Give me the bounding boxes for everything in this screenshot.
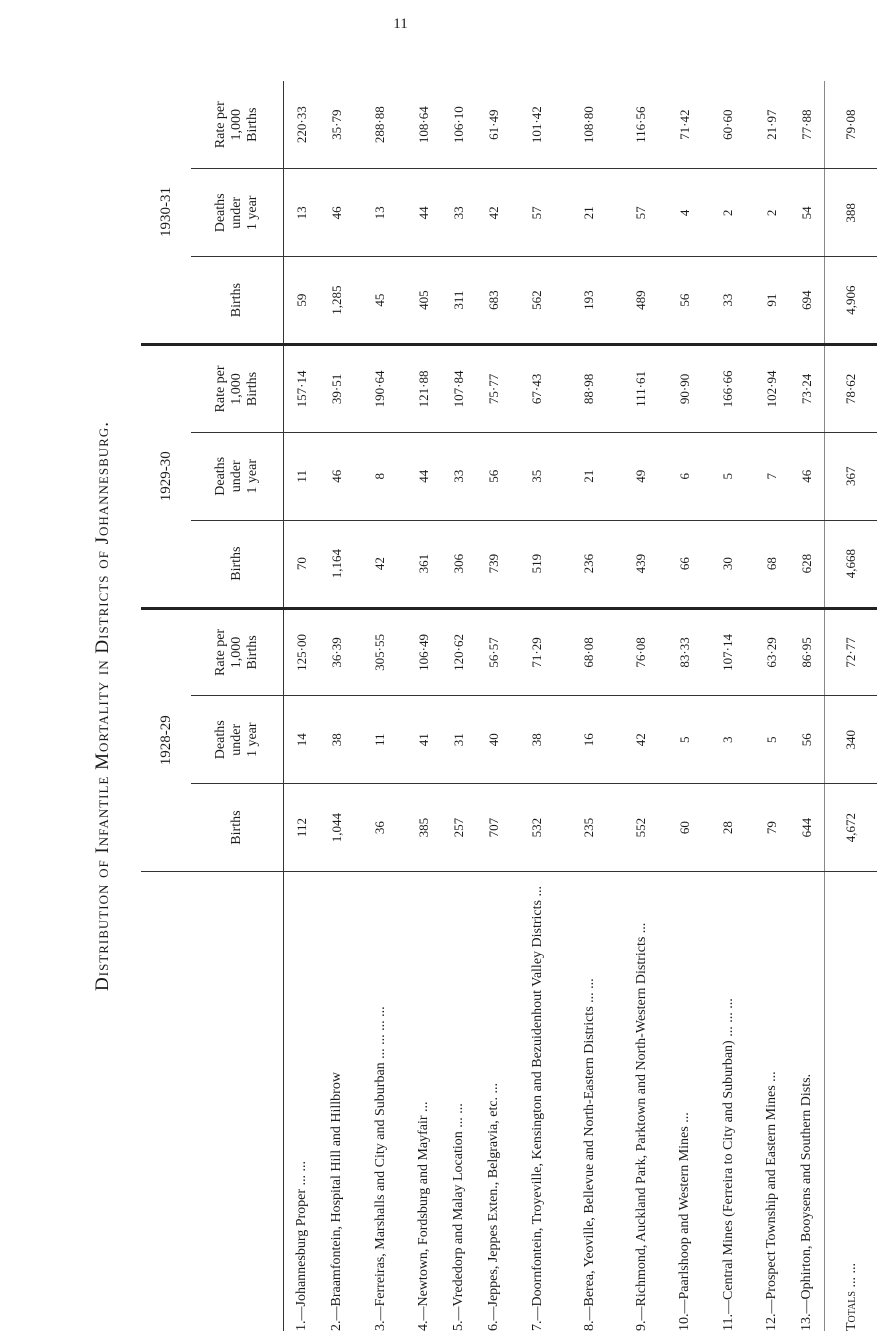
value-cell: 3 (702, 696, 754, 784)
value-cell: 38 (319, 696, 354, 784)
value-cell: 1,044 (319, 784, 354, 872)
table-row (754, 81, 789, 1331)
total-value-cell: 4,668 (825, 520, 877, 608)
district-column-header (191, 871, 284, 1331)
header-line: Births (245, 635, 260, 670)
value-cell: 16 (563, 696, 615, 784)
value-cell: 7 (754, 432, 789, 520)
header-line: Rate per (213, 365, 228, 413)
value-cell: 2 (702, 169, 754, 257)
value-cell: 79 (754, 784, 789, 872)
value-cell: 57 (511, 169, 563, 257)
value-cell: 157·14 (284, 345, 320, 433)
header-line: Rate per (213, 101, 228, 149)
value-cell: 439 (615, 520, 667, 608)
value-cell: 14 (284, 696, 320, 784)
table-row (511, 81, 563, 1331)
district-name: 7.—Doornfontein, Troyeville, Kensington and Bezuidenhout Valley Districts ... (529, 886, 545, 1331)
value-cell: 532 (511, 784, 563, 872)
value-cell: 44 (406, 432, 441, 520)
value-cell: 683 (476, 257, 511, 345)
district-name: 9.—Richmond, Auckland Park, Parktown and North-Western Districts ... (633, 922, 649, 1331)
header-line: 1,000 (229, 636, 244, 669)
title-prefix: Distribution of (92, 859, 113, 991)
district-name: 2.—Braamfontein, Hospital Hill and Hillbrow (329, 1072, 344, 1331)
value-cell: 120·62 (441, 608, 476, 696)
rotated-table-region (79, 81, 859, 1331)
page-title (79, 81, 127, 1331)
value-cell: 56 (667, 257, 702, 345)
value-cell: 35·79 (319, 81, 354, 169)
page-number: 11 (393, 16, 408, 32)
value-cell: 39·51 (319, 345, 354, 433)
district-name: 8.—Berea, Yeoville, Bellevue and North-Eastern Districts ... ... (581, 978, 597, 1331)
title-main: Infantile Mortality in Districts of Johannesburg. (92, 421, 113, 854)
header-line: under (229, 460, 244, 493)
totals-row (825, 81, 877, 1331)
value-cell: 116·56 (615, 81, 667, 169)
totals-dots: ... ... (843, 1263, 859, 1288)
value-cell: 306 (441, 520, 476, 608)
value-cell: 2 (754, 169, 789, 257)
value-cell: 644 (789, 784, 825, 872)
value-cell: 63·29 (754, 608, 789, 696)
header-line: Births (245, 107, 260, 142)
value-cell: 6 (667, 432, 702, 520)
rate-column-header (191, 345, 284, 433)
deaths-column-header (191, 432, 284, 520)
value-cell: 30 (702, 520, 754, 608)
total-value-cell: 79·08 (825, 81, 877, 169)
value-cell: 385 (406, 784, 441, 872)
value-cell: 101·42 (511, 81, 563, 169)
value-cell: 21 (563, 169, 615, 257)
value-cell: 220·33 (284, 81, 320, 169)
district-name: 5.—Vrededorp and Malay Location ... ... (451, 1103, 466, 1331)
header-line: Deaths (213, 193, 228, 233)
value-cell: 71·42 (667, 81, 702, 169)
value-cell: 44 (406, 169, 441, 257)
value-cell: 235 (563, 784, 615, 872)
value-cell: 83·33 (667, 608, 702, 696)
value-cell: 552 (615, 784, 667, 872)
value-cell: 11 (284, 432, 320, 520)
value-cell: 102·94 (754, 345, 789, 433)
value-cell: 54 (789, 169, 825, 257)
value-cell: 405 (406, 257, 441, 345)
value-cell: 107·14 (702, 608, 754, 696)
value-cell: 76·08 (615, 608, 667, 696)
district-name: 12.—Prospect Township and Eastern Mines ... (764, 1071, 779, 1331)
year-header: 1928-29 (141, 608, 191, 871)
value-cell: 36 (354, 784, 406, 872)
value-cell: 311 (441, 257, 476, 345)
value-cell: 56·57 (476, 608, 511, 696)
value-cell: 166·66 (702, 345, 754, 433)
value-cell: 489 (615, 257, 667, 345)
value-cell: 5 (754, 696, 789, 784)
value-cell: 75·77 (476, 345, 511, 433)
value-cell: 257 (441, 784, 476, 872)
table-row (319, 81, 354, 1331)
value-cell: 5 (702, 432, 754, 520)
total-value-cell: 4,672 (825, 784, 877, 872)
table-row (789, 81, 825, 1331)
header-line: 1,000 (229, 373, 244, 405)
births-column-header: Births (191, 257, 284, 345)
value-cell: 42 (354, 520, 406, 608)
header-line: under (229, 723, 244, 756)
value-cell: 33 (441, 432, 476, 520)
value-cell: 107·84 (441, 345, 476, 433)
value-cell: 68 (754, 520, 789, 608)
value-cell: 4 (667, 169, 702, 257)
rate-column-header (191, 81, 284, 169)
value-cell: 31 (441, 696, 476, 784)
value-cell: 125·00 (284, 608, 320, 696)
totals-label-cell (825, 871, 877, 1331)
year-header: 1929-30 (141, 345, 191, 608)
value-cell: 288·88 (354, 81, 406, 169)
value-cell: 33 (702, 257, 754, 345)
table-row (284, 81, 320, 1331)
table-row (354, 81, 406, 1331)
value-cell: 57 (615, 169, 667, 257)
value-cell: 121·88 (406, 345, 441, 433)
header-line: Births (245, 371, 260, 407)
value-cell: 1,164 (319, 520, 354, 608)
totals-label: Totals (843, 1291, 859, 1331)
value-cell: 236 (563, 520, 615, 608)
value-cell: 739 (476, 520, 511, 608)
header-line: 1,000 (229, 108, 244, 141)
value-cell: 41 (406, 696, 441, 784)
value-cell: 694 (789, 257, 825, 345)
value-cell: 36·39 (319, 608, 354, 696)
value-cell: 90·90 (667, 345, 702, 433)
value-cell: 5 (667, 696, 702, 784)
table-row (702, 81, 754, 1331)
header-line: 1 year (245, 722, 260, 758)
value-cell: 193 (563, 257, 615, 345)
value-cell: 361 (406, 520, 441, 608)
value-cell: 112 (284, 784, 320, 872)
value-cell: 11 (354, 696, 406, 784)
header-line: under (229, 196, 244, 229)
value-cell: 46 (319, 169, 354, 257)
value-cell: 305·55 (354, 608, 406, 696)
header-line: Rate per (213, 628, 228, 676)
total-value-cell: 4,906 (825, 257, 877, 345)
header-line: 1 year (245, 459, 260, 494)
header-line: Deaths (213, 456, 228, 496)
value-cell: 59 (284, 257, 320, 345)
value-cell: 8 (354, 432, 406, 520)
value-cell: 562 (511, 257, 563, 345)
births-column-header: Births (191, 784, 284, 872)
table-row (441, 81, 476, 1331)
value-cell: 68·08 (563, 608, 615, 696)
district-name: 6.—Jeppes, Jeppes Exten., Belgravia, etc. ... (486, 1082, 501, 1331)
value-cell: 106·49 (406, 608, 441, 696)
table-row (667, 81, 702, 1331)
value-cell: 88·98 (563, 345, 615, 433)
value-cell: 42 (615, 696, 667, 784)
table-row (406, 81, 441, 1331)
value-cell: 28 (702, 784, 754, 872)
value-cell: 66 (667, 520, 702, 608)
value-cell: 21 (563, 432, 615, 520)
total-value-cell: 388 (825, 169, 877, 257)
births-column-header: Births (191, 520, 284, 608)
value-cell: 13 (284, 169, 320, 257)
value-cell: 45 (354, 257, 406, 345)
district-name: 11.—Central Mines (Ferreira to City and Suburban) ... ... ... (720, 998, 736, 1331)
value-cell: 49 (615, 432, 667, 520)
value-cell: 13 (354, 169, 406, 257)
value-cell: 56 (789, 696, 825, 784)
value-cell: 108·64 (406, 81, 441, 169)
value-cell: 67·43 (511, 345, 563, 433)
value-cell: 86·95 (789, 608, 825, 696)
value-cell: 61·49 (476, 81, 511, 169)
value-cell: 33 (441, 169, 476, 257)
value-cell: 519 (511, 520, 563, 608)
value-cell: 106·10 (441, 81, 476, 169)
district-header-blank (141, 871, 191, 1331)
table-row (615, 81, 667, 1331)
value-cell: 1,285 (319, 257, 354, 345)
value-cell: 111·61 (615, 345, 667, 433)
header-line: 1 year (245, 195, 260, 231)
total-value-cell: 340 (825, 696, 877, 784)
deaths-column-header (191, 696, 284, 784)
value-cell: 190·64 (354, 345, 406, 433)
total-value-cell: 78·62 (825, 345, 877, 433)
table-row (476, 81, 511, 1331)
value-cell: 60·60 (702, 81, 754, 169)
value-cell: 707 (476, 784, 511, 872)
value-cell: 70 (284, 520, 320, 608)
year-header: 1930-31 (141, 81, 191, 345)
district-name: 4.—Newtown, Fordsburg and Mayfair ... (416, 1101, 431, 1331)
header-line: Deaths (213, 720, 228, 760)
value-cell: 108·80 (563, 81, 615, 169)
value-cell: 71·29 (511, 608, 563, 696)
table-row (563, 81, 615, 1331)
value-cell: 40 (476, 696, 511, 784)
value-cell: 77·88 (789, 81, 825, 169)
value-cell: 42 (476, 169, 511, 257)
district-name: 1.—Johannesburg Proper ... ... (294, 1160, 309, 1331)
value-cell: 21·97 (754, 81, 789, 169)
value-cell: 46 (789, 432, 825, 520)
value-cell: 38 (511, 696, 563, 784)
value-cell: 628 (789, 520, 825, 608)
total-value-cell: 367 (825, 432, 877, 520)
district-name: 3.—Ferreiras, Marshalls and City and Suburban ... ... ... ... (372, 1006, 388, 1331)
value-cell: 73·24 (789, 345, 825, 433)
total-value-cell: 72·77 (825, 608, 877, 696)
rate-column-header (191, 608, 284, 696)
value-cell: 46 (319, 432, 354, 520)
value-cell: 91 (754, 257, 789, 345)
value-cell: 35 (511, 432, 563, 520)
deaths-column-header (191, 169, 284, 257)
value-cell: 56 (476, 432, 511, 520)
mortality-table (141, 81, 877, 1331)
district-name: 13.—Ophirton, Booysens and Southern Dists. (799, 1073, 814, 1331)
value-cell: 60 (667, 784, 702, 872)
district-name: 10.—Paarlshoop and Western Mines ... (677, 1112, 692, 1331)
